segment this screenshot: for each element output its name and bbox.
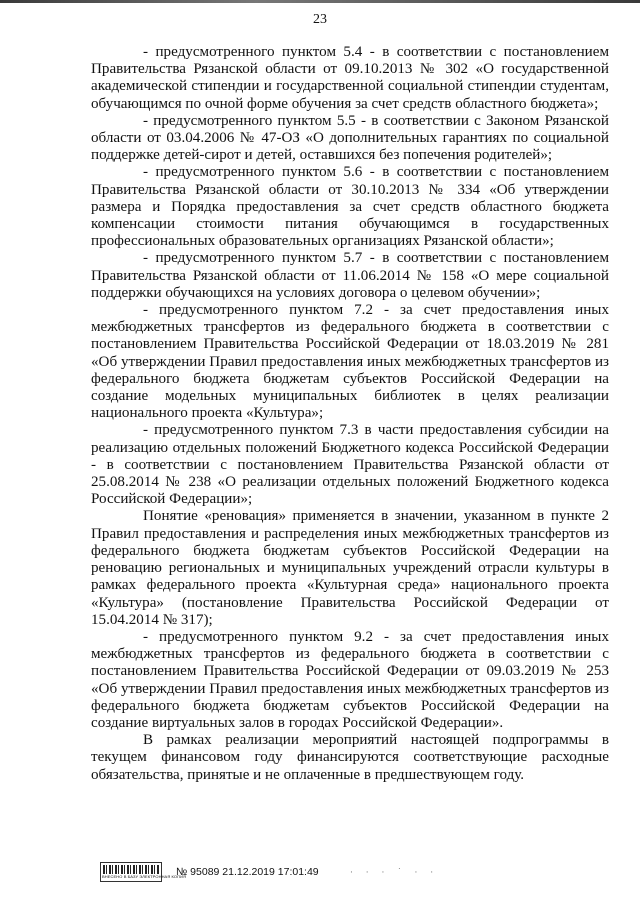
registry-stamp-caption: ВНЕСЕНО В БАЗУ ЭЛЕКТРОННАЯ КОПИЯ <box>102 874 187 879</box>
paragraph-financing-note: В рамках реализации мероприятий настоящей подпрограммы в текущем финансовом году финансируются соответствующие расходные обязательства, принятые и не оплаченные в предшествующем году. <box>91 732 609 783</box>
paragraph-renovation-definition: Понятие «реновация» применяется в значении, указанном в пункте 2 Правил предоставления и распределения иных межбюджетных трансфертов из федерального бюджета бюджетам субъектов Российской Федерации на реновацию региональных и муниципальных учреждений отрасли культуры в рамках федерального проекта «Культурная среда» национального проекта «Культура» (постановление Правительства Российской Федерации от 15.04.2014 № 317); <box>91 508 609 628</box>
scan-top-edge <box>0 0 640 3</box>
paragraph-clause-7-2: - предусмотренного пунктом 7.2 - за счет предоставления иных межбюджетных трансфертов из федерального бюджета в соответствии с постановлением Правительства Российской Федерации от 18.03.2019 № 281 «Об утверждении Правил предоставления иных межбюджетных трансфертов из федерального бюджета бюджетам субъектов Российской Федерации на создание модельных муниципальных библиотек в целях реализации национального проекта «Культура»; <box>91 302 609 422</box>
scan-artifacts: · · · ˙ · · <box>350 868 439 878</box>
page-footer <box>100 862 620 892</box>
paragraph-clause-5-4: - предусмотренного пунктом 5.4 - в соответствии с постановлением Правительства Рязанской области от 09.10.2013 № 302 «О государственной академической стипендии и государственной социальной стипендии студентам, обучающимся по очной форме обучения за счет средств областного бюджета»; <box>91 44 609 112</box>
registry-stamp-barcode-icon <box>103 865 159 874</box>
paragraph-clause-5-5: - предусмотренного пунктом 5.5 - в соответствии с Законом Рязанской области от 03.04.2006 № 47-ОЗ «О дополнительных гарантиях по социальной поддержке детей-сирот и детей, оставшихся без попечения родителей»; <box>91 112 609 164</box>
document-body <box>91 44 609 784</box>
paragraph-clause-7-3: - предусмотренного пунктом 7.3 в части предоставления субсидии на реализацию отдельных положений Бюджетного кодекса Российской Федерации - в соответствии с постановлением Правительства Рязанской области от 25.08.2014 № 238 «О реализации отдельных положений Бюджетного кодекса Российской Федерации»; <box>91 422 609 508</box>
paragraph-clause-5-7: - предусмотренного пунктом 5.7 - в соответствии с постановлением Правительства Рязанской области от 11.06.2014 № 158 «О мере социальной поддержки обучающихся на условиях договора о целевом обучении»; <box>91 250 609 301</box>
paragraph-clause-5-6: - предусмотренного пунктом 5.6 - в соответствии с постановлением Правительства Рязанской области от 30.10.2013 № 334 «Об утверждении размера и Порядка предоставления за счет средств областного бюджета компенсации стоимости питания обучающимся в государственных профессиональных образовательных организациях Рязанской области»; <box>91 164 609 250</box>
document-registration-mark: № 95089 21.12.2019 17:01:49 <box>176 866 319 878</box>
page-number: 23 <box>313 12 327 27</box>
registry-stamp <box>100 862 187 882</box>
paragraph-clause-9-2: - предусмотренного пунктом 9.2 - за счет предоставления иных межбюджетных трансфертов из федерального бюджета в соответствии с постановлением Правительства Российской Федерации от 09.03.2019 № 253 «Об утверждении Правил предоставления иных межбюджетных трансфертов из федерального бюджета бюджетам субъектов Российской Федерации на создание виртуальных залов в городах Российской Федерации». <box>91 628 609 731</box>
